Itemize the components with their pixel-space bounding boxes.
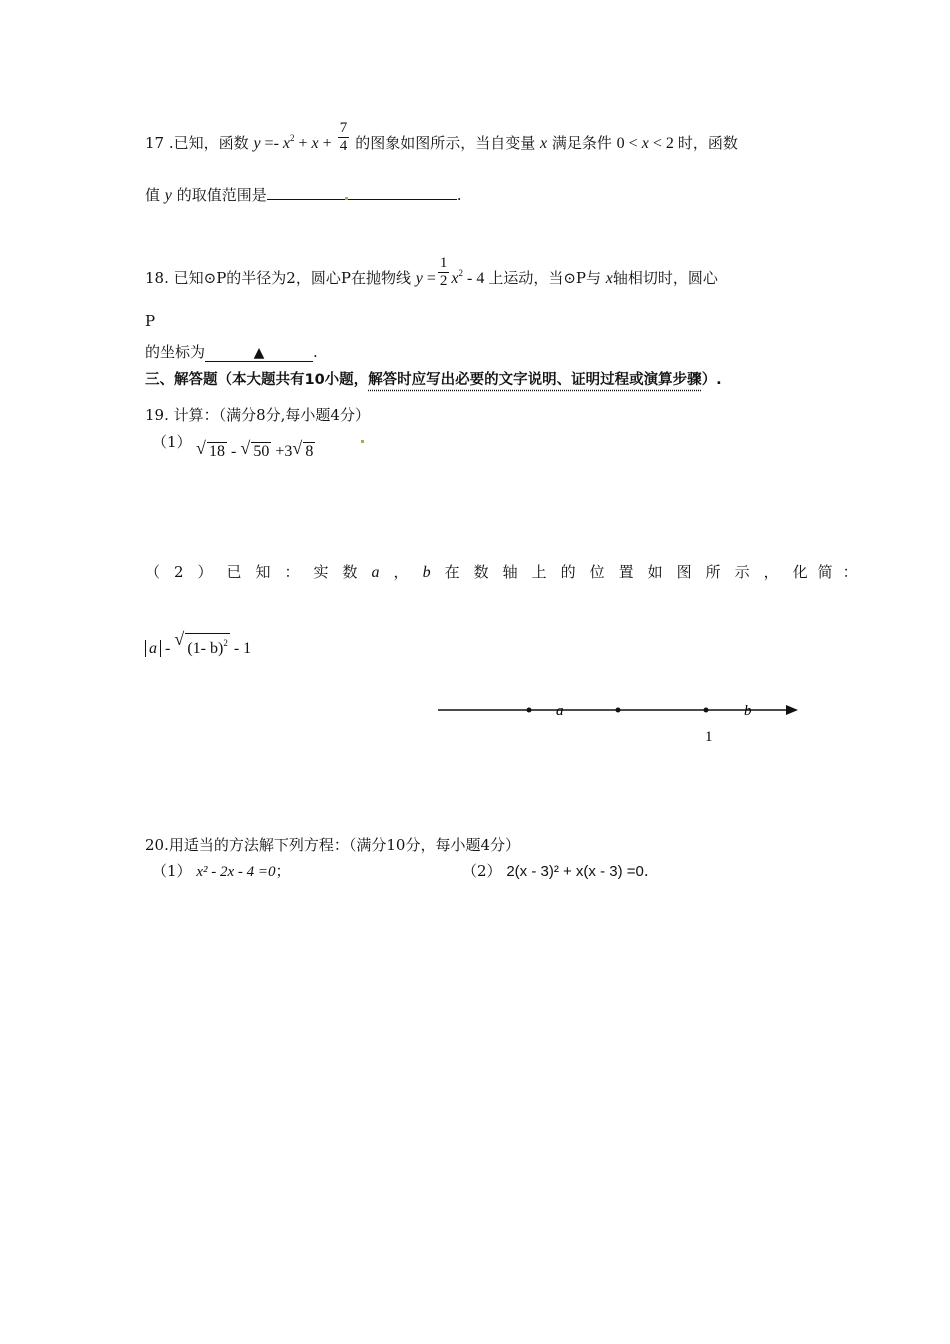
q20-title: 20.用适当的方法解下列方程：（满分10分，每小题4分）: [145, 836, 520, 854]
q18-intro: 已知⊙P的半径为2，圆心P在抛物线: [173, 269, 411, 287]
q19-part1: （1）: [152, 433, 192, 451]
q18-number: 18.: [145, 269, 169, 287]
triangle-icon: ▲: [253, 345, 265, 361]
q17-fraction: $\frac{7}{4}$: [339, 119, 348, 154]
q17-mid: 的图象如图所示，当自变量: [355, 134, 536, 152]
q17-function: $y =- x^2 + x$ + $\frac{7}{4}$: [253, 119, 348, 154]
q20-part2: （2） 2(x - 3)² + x(x - 3) =0.: [462, 862, 649, 880]
q17-range: 0 < x < 2: [616, 135, 674, 152]
q18-tail: 轴相切时，圆心: [612, 269, 718, 287]
q17-line2: 值 y 的取值范围是 .: [145, 183, 461, 206]
number-line-point-zero: [616, 708, 621, 713]
number-line-point-a: [527, 708, 532, 713]
q18-line1: 18. 已知⊙P的半径为2，圆心P在抛物线 y = $\frac{1}{2}$ $x^2 - 4$ 上运动，当⊙P与 x轴相切时，圆心: [145, 254, 718, 289]
q17-answer-blank[interactable]: [267, 183, 457, 200]
q18-fraction: $\frac{1}{2}$: [439, 254, 448, 289]
q18-line2: P: [145, 312, 156, 330]
q19-simplify: 化简：: [792, 563, 868, 581]
q20-part1: （1） x² - 2x - 4 =0；: [152, 862, 291, 880]
q19-title: 19. 计算：（满分8分,每小题4分）: [145, 406, 370, 424]
q17-line1: 17 .已知，函数 $y =- x^2 + x$ + $\frac{7}{4}$ 的图象如图所示，当自变量 x 满足条件 0 < x < 2 时，函数: [145, 119, 738, 154]
q17-intro: .已知，函数: [168, 134, 249, 152]
sqrt-1-minus-b-squared: √ (1- b)$^2$: [174, 629, 228, 657]
q17-cond: 满足条件: [551, 134, 612, 152]
q17-tail: 时，函数: [677, 134, 738, 152]
q17-number: 17: [145, 134, 165, 152]
section3-heading: 三、解答题（本大题共有10小题，解答时应写出必要的文字说明、证明过程或演算步骤）.: [145, 372, 722, 388]
q18-mid: 上运动，当⊙P与: [488, 269, 601, 287]
sqrt-8: √ 8: [292, 438, 314, 460]
q19-part2-expression: a - √ (1- b)$^2$ - 1: [145, 633, 251, 659]
number-line-label-a: a: [556, 703, 564, 719]
q19-part1-expression: √ 18 - √ 50 +3 √ 8: [196, 438, 314, 460]
q18-parabola: y = $\frac{1}{2}$ $x^2 - 4$: [415, 254, 485, 289]
q18-line3: 的坐标为 ▲ .: [145, 343, 318, 361]
decorative-mark: [345, 197, 348, 200]
q18-answer-blank[interactable]: [205, 345, 313, 362]
number-line-point-one: [704, 708, 709, 713]
number-line-label-1: 1: [705, 729, 713, 745]
abs-a: a: [145, 640, 161, 657]
decorative-mark: [361, 440, 364, 443]
sqrt-18: √ 18: [196, 438, 225, 460]
q19-part2-prompt: （2）已知：实数a，b在数轴上的位置如图所示，: [145, 563, 793, 581]
number-line-label-b: b: [744, 703, 752, 719]
q19-part2: [145, 562, 868, 583]
number-line-arrow-icon: [786, 705, 798, 715]
sqrt-50: √ 50: [240, 438, 270, 460]
